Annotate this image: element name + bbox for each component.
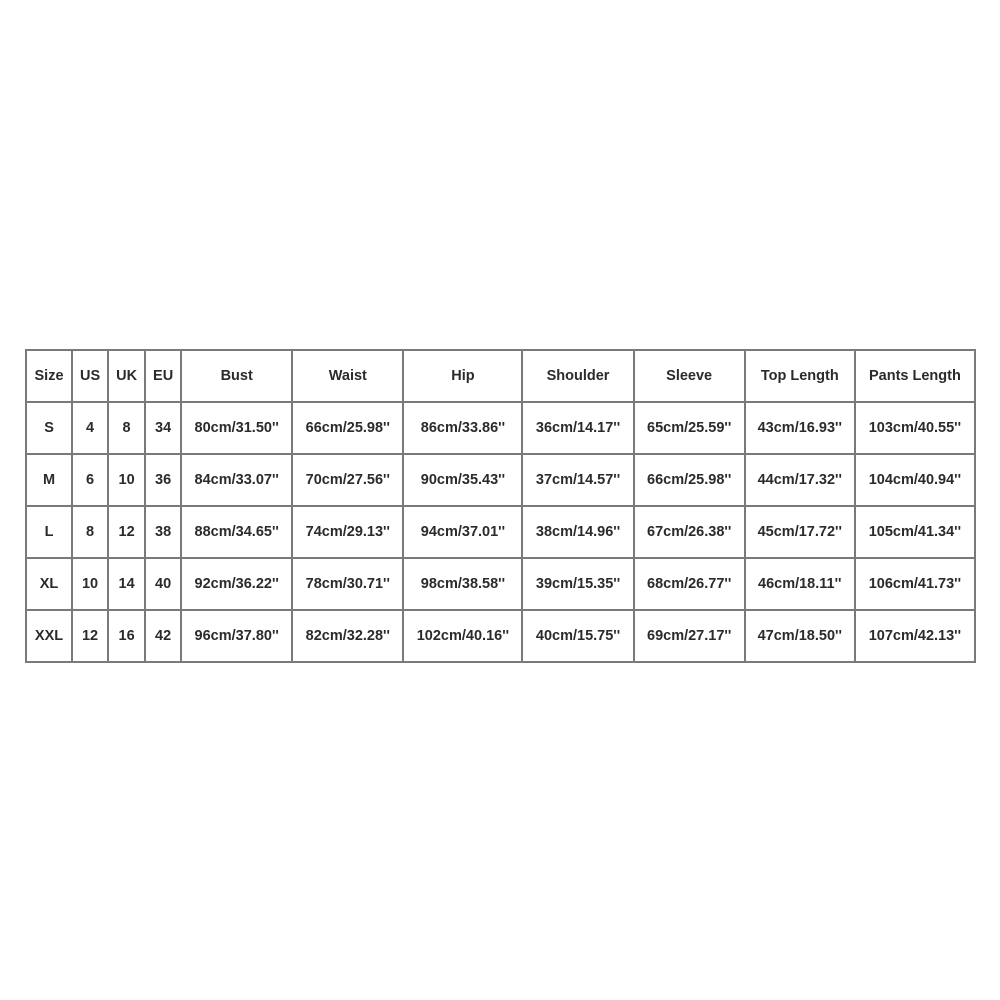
cell-eu: 42: [145, 610, 181, 662]
cell-us: 6: [72, 454, 108, 506]
cell-top-length: 47cm/18.50'': [745, 610, 855, 662]
cell-sleeve: 69cm/27.17'': [634, 610, 745, 662]
cell-uk: 10: [108, 454, 145, 506]
header-uk: UK: [108, 350, 145, 402]
cell-waist: 74cm/29.13'': [292, 506, 403, 558]
cell-size: XXL: [26, 610, 72, 662]
cell-us: 4: [72, 402, 108, 454]
table-row: [26, 558, 975, 610]
cell-waist: 66cm/25.98'': [292, 402, 403, 454]
cell-pants-length: 106cm/41.73'': [855, 558, 975, 610]
cell-us: 12: [72, 610, 108, 662]
table-row: [26, 610, 975, 662]
cell-sleeve: 68cm/26.77'': [634, 558, 745, 610]
cell-pants-length: 107cm/42.13'': [855, 610, 975, 662]
cell-hip: 94cm/37.01'': [403, 506, 522, 558]
cell-size: XL: [26, 558, 72, 610]
cell-uk: 8: [108, 402, 145, 454]
cell-pants-length: 104cm/40.94'': [855, 454, 975, 506]
table-row: [26, 506, 975, 558]
cell-top-length: 44cm/17.32'': [745, 454, 855, 506]
cell-size: M: [26, 454, 72, 506]
cell-us: 8: [72, 506, 108, 558]
header-pants-length: Pants Length: [855, 350, 975, 402]
cell-eu: 40: [145, 558, 181, 610]
cell-shoulder: 40cm/15.75'': [522, 610, 633, 662]
header-bust: Bust: [181, 350, 292, 402]
header-size: Size: [26, 350, 72, 402]
cell-top-length: 46cm/18.11'': [745, 558, 855, 610]
cell-hip: 90cm/35.43'': [403, 454, 522, 506]
cell-us: 10: [72, 558, 108, 610]
header-waist: Waist: [292, 350, 403, 402]
cell-eu: 36: [145, 454, 181, 506]
header-top-length: Top Length: [745, 350, 855, 402]
cell-bust: 84cm/33.07'': [181, 454, 292, 506]
cell-pants-length: 105cm/41.34'': [855, 506, 975, 558]
header-eu: EU: [145, 350, 181, 402]
cell-waist: 82cm/32.28'': [292, 610, 403, 662]
cell-sleeve: 66cm/25.98'': [634, 454, 745, 506]
cell-hip: 86cm/33.86'': [403, 402, 522, 454]
header-hip: Hip: [403, 350, 522, 402]
header-row: [26, 350, 975, 402]
header-us: US: [72, 350, 108, 402]
cell-waist: 70cm/27.56'': [292, 454, 403, 506]
cell-sleeve: 65cm/25.59'': [634, 402, 745, 454]
cell-uk: 16: [108, 610, 145, 662]
cell-hip: 102cm/40.16'': [403, 610, 522, 662]
cell-shoulder: 37cm/14.57'': [522, 454, 633, 506]
cell-bust: 80cm/31.50'': [181, 402, 292, 454]
cell-shoulder: 38cm/14.96'': [522, 506, 633, 558]
cell-shoulder: 36cm/14.17'': [522, 402, 633, 454]
cell-uk: 12: [108, 506, 145, 558]
cell-waist: 78cm/30.71'': [292, 558, 403, 610]
cell-bust: 88cm/34.65'': [181, 506, 292, 558]
cell-size: L: [26, 506, 72, 558]
cell-sleeve: 67cm/26.38'': [634, 506, 745, 558]
cell-shoulder: 39cm/15.35'': [522, 558, 633, 610]
cell-size: S: [26, 402, 72, 454]
table-row: [26, 402, 975, 454]
cell-top-length: 45cm/17.72'': [745, 506, 855, 558]
cell-eu: 34: [145, 402, 181, 454]
cell-eu: 38: [145, 506, 181, 558]
header-sleeve: Sleeve: [634, 350, 745, 402]
cell-bust: 96cm/37.80'': [181, 610, 292, 662]
cell-hip: 98cm/38.58'': [403, 558, 522, 610]
cell-top-length: 43cm/16.93'': [745, 402, 855, 454]
header-shoulder: Shoulder: [522, 350, 633, 402]
cell-pants-length: 103cm/40.55'': [855, 402, 975, 454]
size-chart-table: [25, 349, 976, 663]
cell-uk: 14: [108, 558, 145, 610]
table-row: [26, 454, 975, 506]
cell-bust: 92cm/36.22'': [181, 558, 292, 610]
